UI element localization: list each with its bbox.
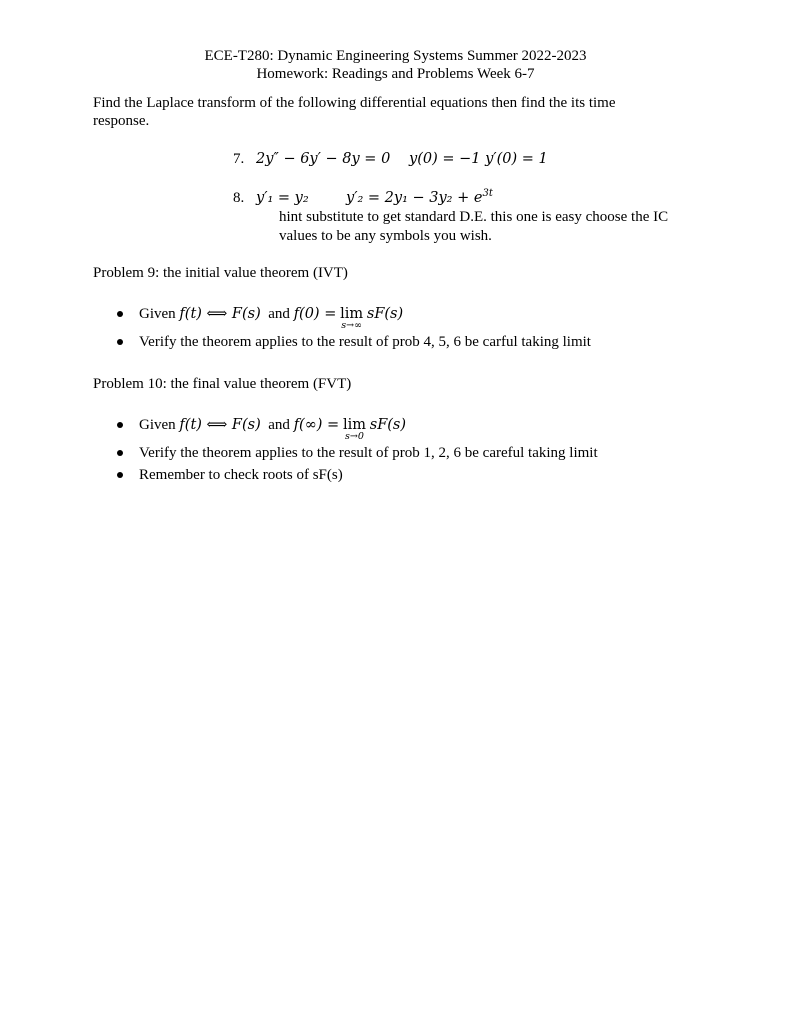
fvt-lhs: f(∞) = [293, 417, 340, 433]
header-line-2: Homework: Readings and Problems Week 6-7 [256, 66, 535, 82]
transform-pair: f(t) ⟺ F(s) [179, 306, 261, 322]
problem-7-number: 7. [233, 151, 245, 167]
limit-operator: lim s→0 [342, 417, 366, 442]
problem-10-title: Problem 10: the final value theorem (FVT) [93, 376, 352, 392]
and-label: and [268, 306, 290, 322]
problem-9-bullet-1 [139, 305, 404, 331]
and-label: and [268, 417, 290, 433]
bullet-icon [117, 339, 123, 345]
intro-paragraph: Find the Laplace transform of the following differential equations then find the its time response. [93, 95, 616, 129]
problem-8-exponent: 3t [482, 188, 493, 200]
given-label: Given [139, 417, 176, 433]
limit-subscript: s→∞ [341, 320, 362, 331]
problem-10-bullet-1 [139, 416, 407, 442]
bullet-icon [117, 311, 123, 317]
problem-8-equation-2 [346, 189, 493, 207]
problem-8-hint-line-2: values to be any symbols you wish. [279, 228, 492, 244]
problem-10-bullet-2: Verify the theorem applies to the result of prob 1, 2, 6 be careful taking limit [139, 445, 598, 461]
problem-7-equation: 2y″ − 6y′ − 8y = 0 [256, 151, 391, 167]
bullet-icon [117, 450, 123, 456]
limit-operator: lim s→∞ [340, 306, 364, 331]
ivt-rhs: sF(s) [366, 306, 404, 322]
fvt-rhs: sF(s) [369, 417, 407, 433]
problem-9-bullet-2: Verify the theorem applies to the result of prob 4, 5, 6 be carful taking limit [139, 334, 591, 350]
limit-subscript: s→0 [345, 431, 364, 442]
problem-7-initial-conditions: y(0) = −1 y′(0) = 1 [409, 151, 548, 167]
problem-10-bullet-3: Remember to check roots of sF(s) [139, 467, 343, 483]
bullet-icon [117, 472, 123, 478]
problem-8-hint-line-1: hint substitute to get standard D.E. this one is easy choose the IC [279, 209, 669, 225]
given-label: Given [139, 306, 176, 322]
problem-8-number: 8. [233, 190, 245, 206]
bullet-icon [117, 422, 123, 428]
problem-8-equation-1: y′₁ = y₂ [256, 190, 309, 206]
problem-9-title: Problem 9: the initial value theorem (IVT) [93, 265, 348, 281]
ivt-lhs: f(0) = [293, 306, 337, 322]
header-line-1: ECE-T280: Dynamic Engineering Systems Summer 2022-2023 [204, 48, 587, 64]
problem-8-equation-2-main: y′₂ = 2y₁ − 3y₂ + e [346, 190, 483, 206]
transform-pair: f(t) ⟺ F(s) [179, 417, 261, 433]
